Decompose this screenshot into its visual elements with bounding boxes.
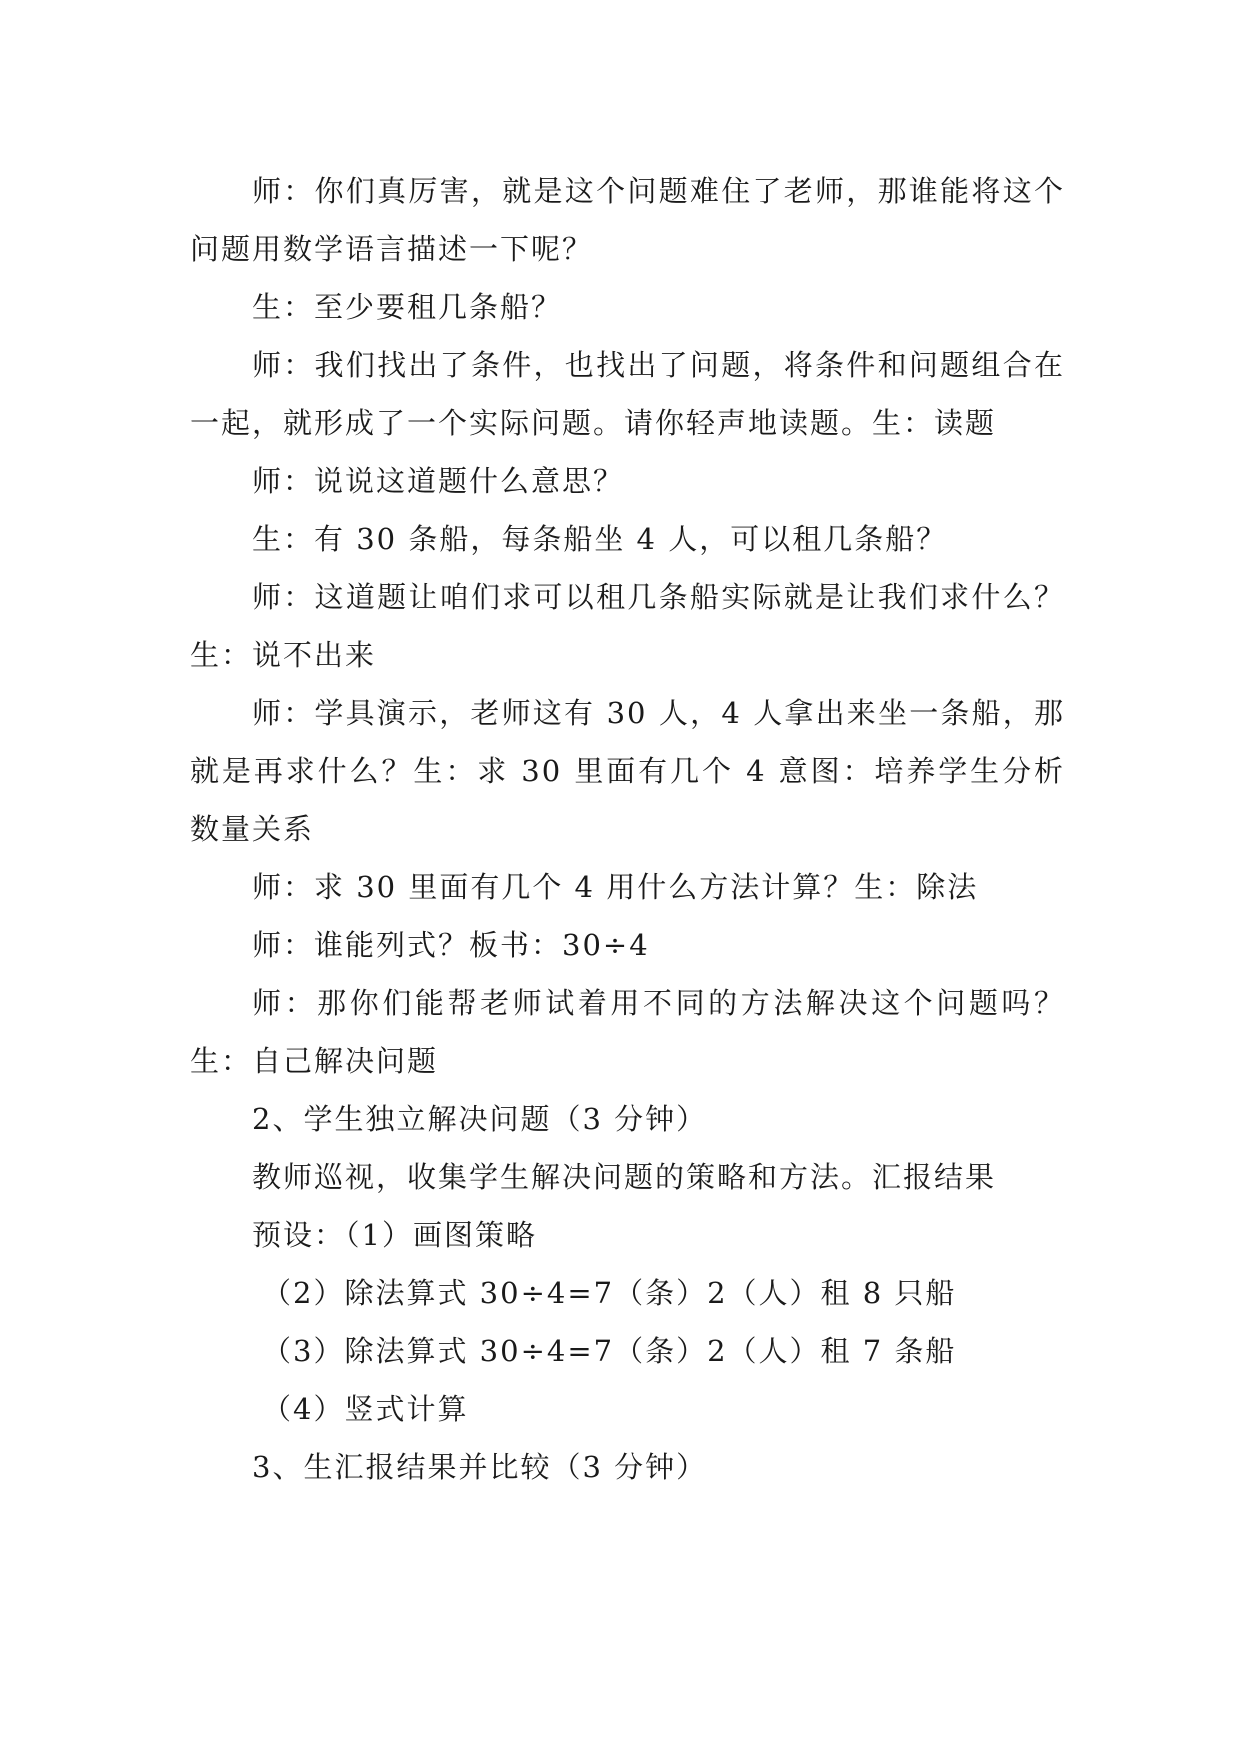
preset-item-4: （4）竖式计算	[262, 1392, 469, 1426]
preset-item-2: （2）除法算式 30÷4=7（条）2（人）租 8 只船	[262, 1276, 957, 1310]
paragraph-teacher-3: 师：说说这道题什么意思？	[252, 464, 625, 498]
paragraph-student-1: 生：至少要租几条船？	[252, 290, 563, 324]
paragraph-teacher-8: 师：那你们能帮老师试着用不同的方法解决这个问题吗？生：自己解决问题	[190, 986, 1065, 1078]
paragraph-student-2: 生：有 30 条船，每条船坐 4 人，可以租几条船？	[252, 522, 948, 556]
paragraph-teacher-1: 师：你们真厉害，就是这个问题难住了老师，那谁能将这个问题用数学语言描述一下呢？	[190, 174, 1065, 266]
paragraph-teacher-7: 师：谁能列式？板书：30÷4	[252, 928, 650, 962]
section-heading-3: 3、生汇报结果并比较（3 分钟）	[252, 1450, 708, 1484]
section-heading-2: 2、学生独立解决问题（3 分钟）	[252, 1102, 708, 1136]
paragraph-teacher-4: 师：这道题让咱们求可以租几条船实际就是让我们求什么？生：说不出来	[190, 580, 1065, 672]
paragraph-teacher-observe: 教师巡视，收集学生解决问题的策略和方法。汇报结果	[252, 1160, 997, 1194]
preset-item-1: 预设：（1）画图策略	[252, 1218, 537, 1252]
paragraph-teacher-2: 师：我们找出了条件，也找出了问题，将条件和问题组合在一起，就形成了一个实际问题。请你轻声地读题。生：读题	[190, 348, 1065, 440]
document-body	[190, 162, 1065, 1496]
preset-item-3: （3）除法算式 30÷4=7（条）2（人）租 7 条船	[262, 1334, 957, 1368]
paragraph-teacher-5: 师：学具演示，老师这有 30 人，4 人拿出来坐一条船，那就是再求什么？生：求 30 里面有几个 4 意图：培养学生分析数量关系	[190, 696, 1065, 846]
paragraph-teacher-6: 师：求 30 里面有几个 4 用什么方法计算？生：除法	[252, 870, 979, 904]
